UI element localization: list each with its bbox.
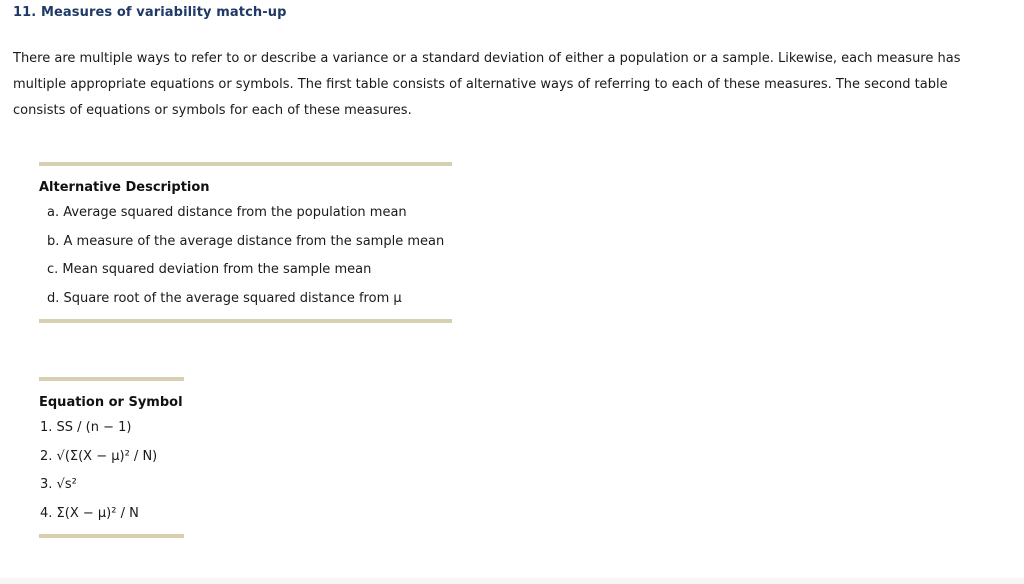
equation-symbol-table <box>39 377 184 538</box>
table-row: a. Average squared distance from the population mean <box>47 205 407 220</box>
table-top-rule <box>39 162 452 166</box>
table-header: Alternative Description <box>39 180 210 195</box>
table-row: b. A measure of the average distance from the sample mean <box>47 233 445 249</box>
table-row: 1. SS / (n − 1) <box>40 420 132 435</box>
table-row: d. Square root of the average squared distance from μ <box>47 290 402 306</box>
page-footer-shade <box>0 578 1024 584</box>
table-row: 3. √s² <box>40 477 77 492</box>
table-bottom-rule <box>39 534 184 538</box>
table-top-rule <box>39 377 184 381</box>
intro-paragraph: There are multiple ways to refer to or describe a variance or a standard deviation of either a population or a sample. Likewise, each measure has multiple appropriate equations or symbols. The first table consists of alternative ways of referring to each of these measures. The second table consists of equations or symbols for each of these measures. <box>13 51 961 118</box>
alternative-description-table <box>39 162 452 323</box>
question-title: 11. Measures of variability match-up <box>13 5 287 20</box>
table-row: 2. √(Σ(X − μ)² / N) <box>40 448 158 464</box>
table-row: c. Mean squared deviation from the sample mean <box>47 262 372 277</box>
table-row: 4. Σ(X − μ)² / N <box>40 505 139 521</box>
table-header: Equation or Symbol <box>39 395 183 410</box>
table-bottom-rule <box>39 319 452 323</box>
